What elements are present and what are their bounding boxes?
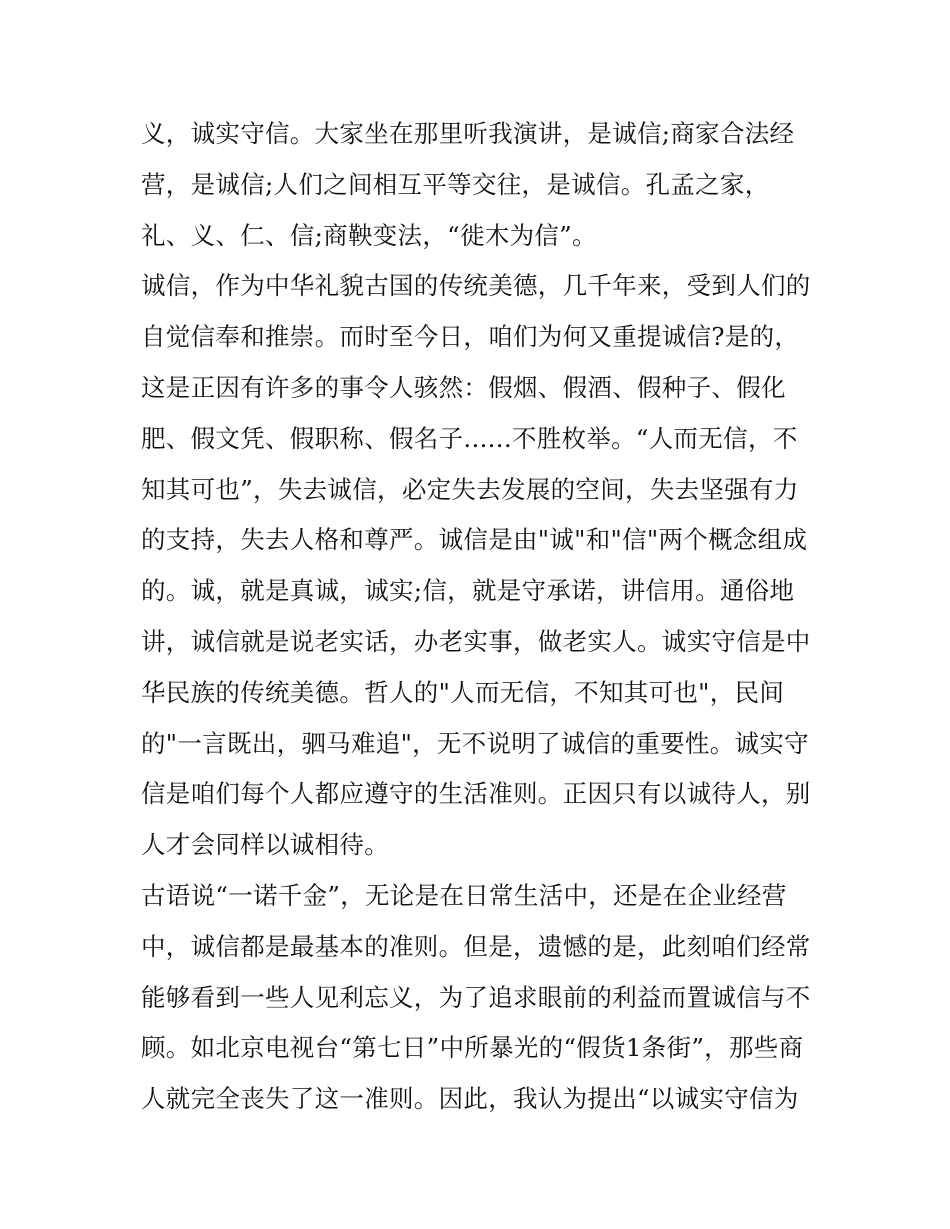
text-line: 中，诚信都是最基本的准则。但是，遗憾的是，此刻咱们经常 xyxy=(141,931,811,961)
text-line: 营，是诚信;人们之间相互平等交往，是诚信。孔孟之家， xyxy=(141,169,770,199)
text-line: 讲，诚信就是说老实话，办老实事，做老实人。诚实守信是中 xyxy=(141,626,811,656)
body-text xyxy=(141,109,821,1125)
text-line: 诚信，作为中华礼貌古国的传统美德，几千年来，受到人们的 xyxy=(141,271,811,301)
text-line: 自觉信奉和推崇。而时至今日，咱们为何又重提诚信?是的， xyxy=(141,322,800,352)
text-line: 礼、义、仁、信;商鞅变法，“徙木为信”。 xyxy=(141,220,597,250)
text-line: 能够看到一些人见利忘义，为了追求眼前的利益而置诚信与不 xyxy=(141,982,811,1012)
text-line: 肥、假文凭、假职称、假名子......不胜枚举。“人而无信，不 xyxy=(141,423,798,453)
text-line: 义，诚实守信。大家坐在那里听我演讲，是诚信;商家合法经 xyxy=(141,119,795,148)
text-line: 人就完全丧失了这一准则。因此，我认为提出“以诚实守信为 xyxy=(141,1084,799,1114)
text-line: 知其可也”，失去诚信，必定失去发展的空间，失去坚强有力 xyxy=(141,474,799,504)
text-line: 的。诚，就是真诚，诚实;信，就是守承诺，讲信用。通俗地 xyxy=(141,576,795,606)
text-line: 这是正因有许多的事令人骇然：假烟、假酒、假种子、假化 xyxy=(141,372,786,402)
text-line: 古语说“一诺千金”，无论是在日常生活中，还是在企业经营 xyxy=(141,880,787,910)
text-line: 人才会同样以诚相待。 xyxy=(141,830,389,860)
text-line: 华民族的传统美德。哲人的"人而无信，不知其可也"，民间 xyxy=(141,677,785,707)
text-line: 的支持，失去人格和尊严。诚信是由"诚"和"信"两个概念组成 xyxy=(141,525,808,555)
text-line: 顾。如北京电视台“第七日”中所暴光的“假货1条街”，那些商 xyxy=(141,1033,804,1063)
text-line: 信是咱们每个人都应遵守的生活准则。正因只有以诚待人，别 xyxy=(141,779,811,809)
text-line: 的"一言既出，驷马难追"，无不说明了诚信的重要性。诚实守 xyxy=(141,728,809,758)
